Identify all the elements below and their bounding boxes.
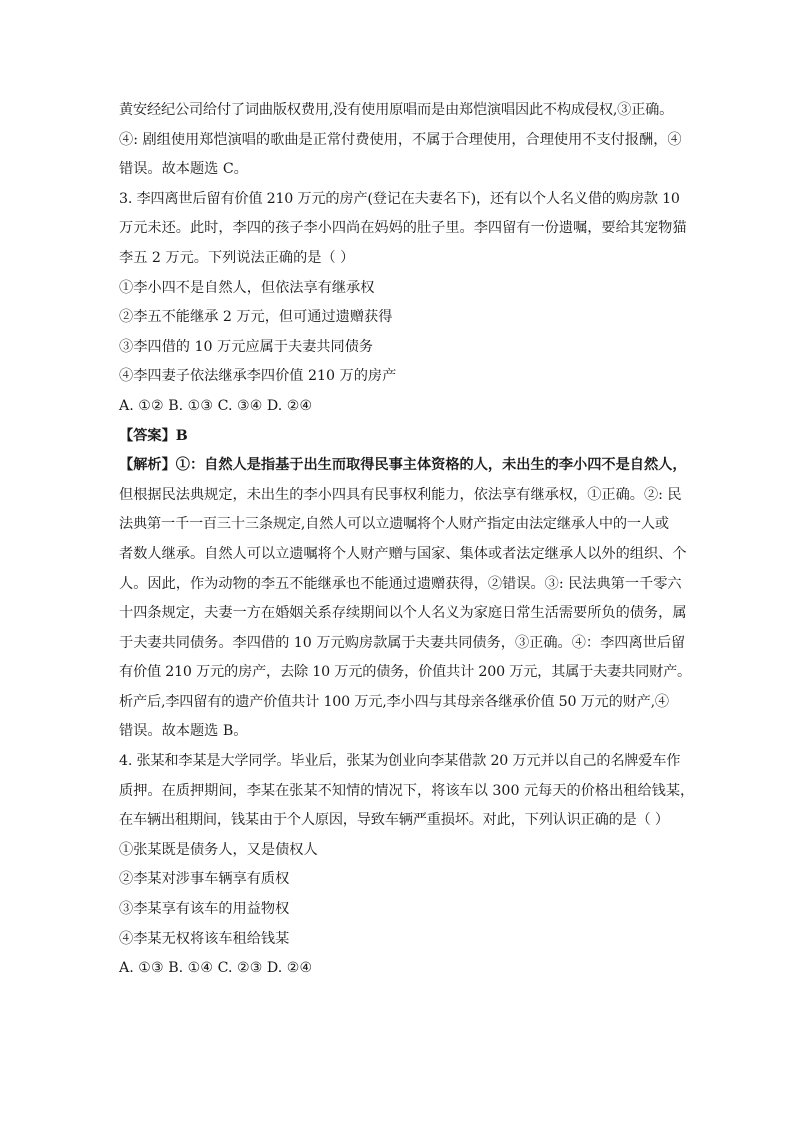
question-3-options: A. ①② B. ①③ C. ③④ D. ②④ xyxy=(119,397,313,414)
analysis-text: 错误。故本题选 B。 xyxy=(119,723,248,740)
question-4-statement-4: ④李某无权将该车租给钱某 xyxy=(119,930,290,947)
question-3-stem: 3. 李四离世后留有价值 210 万元的房产(登记在夫妻名下)，还有以个人名义借的购房款 10 xyxy=(119,190,680,207)
text-line: ④: 剧组使用郑恺演唱的歌曲是正常付费使用，不属于合理使用，合理使用不支付报酬，④ xyxy=(119,131,682,148)
text-line: 错误。故本题选 C。 xyxy=(119,161,248,178)
question-4-stem: 4. 张某和李某是大学同学。毕业后，张某为创业向李某借款 20 万元并以自己的名牌爱车作 xyxy=(119,753,681,770)
question-4-stem: 在车辆出租期间，钱某由于个人原因，导致车辆严重损坏。对此，下列认识正确的是（ ） xyxy=(119,812,669,829)
question-4-stem: 质押。在质押期间，李某在张某不知情的情况下，将该车以 300 元每天的价格出租给钱某， xyxy=(119,782,695,799)
analysis-text: 法典第一千一百三十三条规定,自然人可以立遗嘱将个人财产指定由法定继承人中的一人或 xyxy=(119,516,669,533)
text-line: 黄安经纪公司给付了词曲版权费用,没有使用原唱而是由郑恺演唱因此不构成侵权,③正确。 xyxy=(119,102,674,118)
analysis-text: 于夫妻共同债务。李四借的 10 万元购房款属于夫妻共同债务，③正确。④：李四离世后留 xyxy=(119,634,686,651)
analysis-text: 有价值 210 万元的房产，去除 10 万元的债务，价值共计 200 万元，其属于夫妻共同财产。 xyxy=(119,664,692,681)
question-3-statement-3: ③李四借的 10 万元应属于夫妻共同债务 xyxy=(119,338,374,355)
question-4-statement-3: ③李某享有该车的用益物权 xyxy=(119,901,290,918)
question-3-statement-2: ②李五不能继承 2 万元，但可通过遗赠获得 xyxy=(119,309,393,326)
analysis-text: 析产后,李四留有的遗产价值共计 100 万元,李小四与其母亲各继承价值 50 万元的财产,④ xyxy=(119,693,669,710)
question-4-statement-1: ①张某既是债务人，又是债权人 xyxy=(119,841,318,858)
analysis-text: 十四条规定，夫妻一方在婚姻关系存续期间以个人名义为家庭日常生活需要所负的债务，属 xyxy=(119,605,687,622)
question-3-statement-1: ①李小四不是自然人，但依法享有继承权 xyxy=(119,279,375,296)
question-3-stem: 李五 2 万元。下列说法正确的是（ ） xyxy=(119,249,355,266)
question-3-statement-4: ④李四妻子依法继承李四价值 210 万的房产 xyxy=(119,368,397,385)
analysis-text: 但根据民法典规定，未出生的李小四具有民事权利能力，依法享有继承权，①正确。②: 民 xyxy=(119,486,682,503)
question-3-stem: 万元未还。此时，李四的孩子李小四尚在妈妈的肚子里。李四留有一份遗嘱，要给其宠物猫 xyxy=(119,220,687,237)
answer-label: 【答案】B xyxy=(119,427,188,444)
question-4-options: A. ①③ B. ①④ C. ②③ D. ②④ xyxy=(119,960,313,977)
analysis-text: 【解析】①：自然人是指基于出生而取得民事主体资格的人，未出生的李小四不是自然人， xyxy=(119,457,687,474)
question-4-statement-2: ②李某对涉事车辆享有质权 xyxy=(119,871,290,888)
document-body xyxy=(119,96,695,984)
analysis-text: 人。因此，作为动物的李五不能继承也不能通过遗赠获得，②错误。③: 民法典第一千零六 xyxy=(119,575,682,592)
analysis-text: 者数人继承。自然人可以立遗嘱将个人财产赠与国家、集体或者法定继承人以外的组织、个 xyxy=(119,545,687,562)
